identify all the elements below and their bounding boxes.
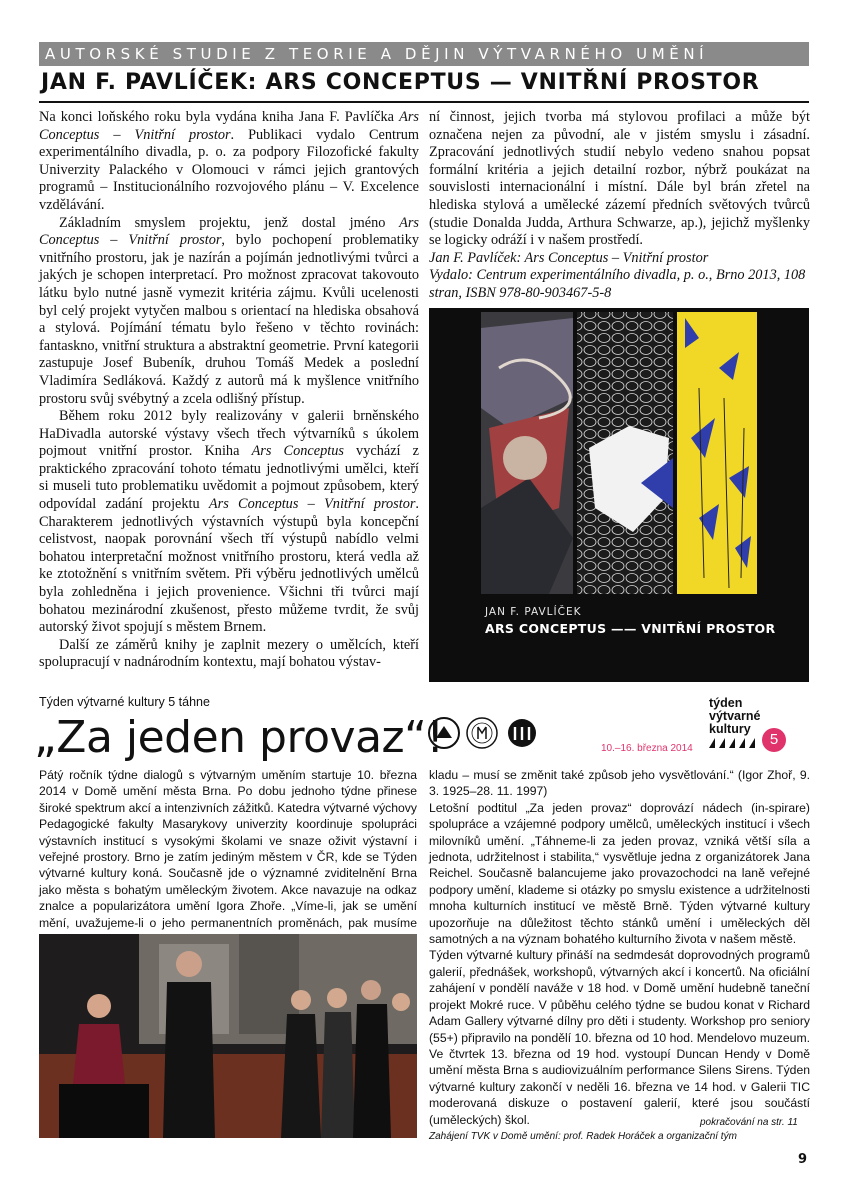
university-seal-icon <box>467 718 497 748</box>
article2-column-2 <box>429 767 810 1127</box>
paragraph: Letošní podtitul „Za jeden provaz“ doprovází nádech (in-spirare) spolupráce a vzájemné podpory umělců, uměleckých institucí i všech milovníků umění. „Táhneme-li za jeden provaz, vzniká větší síla a jednota, udržitelnost i stabilita,“ vysvětluje jedna z organizátorek Jana Reichel. Současně balancujeme jako provazochodci na laně veřejné podpory umění, klademe si otázky po smyslu existence a udržitelnosti mnoha kulturních institucí ve městě Brně. Týden výtvarné kultury upozorňuje na důležitost těchto stánků umění i uměleckých děl samotných a na význam bohatého kulturního života v našem městě. <box>429 800 810 947</box>
paragraph: Další ze záměrů knihy je zaplnit mezery o umělcích, kteří spolupracují v nadnárodním kontextu, mají bohatou výstav- <box>39 636 419 671</box>
event-photo <box>39 934 417 1138</box>
cover-author: JAN F. PAVLÍČEK <box>485 606 582 618</box>
photo-caption: Zahájení TVK v Domě umění: prof. Radek Horáček a organizační tým <box>429 1131 737 1142</box>
paragraph: Základním smyslem projektu, jenž dostal jméno Ars Conceptus – Vnitřní prostor, bylo pochopení problematiky vnitřního prostoru, jak je nazírán a pojímán jednotlivými tvůrci a jakých je schopen interpretací. Pro možnost zpracovat takovouto látku bylo nutné jasně vymezit kritéria zájmu. Kvůli ucelenosti byl celý projekt vytyčen malbou s orientací na hlediska obsahová a stylová. Pojímání tématu bylo řešeno v těchto rovinách: fantaskno, vnitřní struktura a abstraktní geometrie. První kategorii zastupuje Josef Bubeník, druhou Tomáš Medek a poslední Vladimíra Sedláková. Každý z autorů má k myšlence vnitřního prostoru svůj svébytný a zcela odlišný přístup. <box>39 214 419 407</box>
page-number: 9 <box>798 1152 808 1167</box>
cover-title: ARS CONCEPTUS —— VNITŘNÍ PROSTOR <box>485 621 776 636</box>
continued-note: pokračování na str. 11 <box>700 1117 798 1128</box>
event-dates: 10.–16. března 2014 <box>601 743 693 754</box>
article-column-1 <box>39 109 419 679</box>
book-cover-image <box>429 308 809 682</box>
article-column-2 <box>429 109 810 305</box>
tvk-arrows-icon <box>709 736 761 755</box>
paragraph: Týden výtvarné kultury přináší na sedmdesát doprovodných programů galerií, přednášek, workshopů, výtvarných akcí i koncertů. Na oficiální zahájení v pondělí naváže v 18 hod. v Domě umění hudebně taneční projekt Mokré ruce. V půběhu celého týdne se budou konat v Richard Adam Gallery výtvarné dílny pro děti i studenty. Workshop pro seniory (55+) připravilo na pondělí 10. března od 10 hod. Mendelovo muzeum. Ve čtvrtek 13. března od 19 hod. vystoupí Duncan Hendy v Domě umění města Brna s audiovizuálním performance Silens Sirens. Týden výtvarné kultury zakončí v neděli 16. března ve 14 hod. v Galerii TIC moderovaná diskuze o postavení galerií, které jsou součástí (uměleckých) škol. <box>429 948 810 1127</box>
article2-headline: „Za jeden provaz“! <box>34 712 444 763</box>
museum-logo-icon <box>429 718 459 748</box>
tvk-logo: týden výtvarné kultury 5 <box>709 697 760 736</box>
section-header-bar: AUTORSKÉ STUDIE Z TEORIE A DĚJIN VÝTVARNÉHO UMĚNÍ <box>39 42 809 66</box>
article-title: JAN F. PAVLÍČEK: ARS CONCEPTUS — VNITŘNÍ PROSTOR <box>41 70 760 95</box>
article2-column-1: Pátý ročník týdne dialogů s výtvarným uměním startuje 10. března 2014 v Domě umění města Brna. Po dobu jednoho týdne přinese široké spektrum akcí a intenzivních zážitků. Katedra výtvarné výchovy Pedagogické fakulty Masarykovy univerzity koordinuje spolupráci výstavních institucí s vysokými školami ve snaze oživit výstavní i veřejné prostory. Brno je zatím jediným městem v ČR, kde se Týden výtvarné kultury koná. Současně jde o významné zviditelnění Brna jako města s bohatým uměleckým životem. Akce navazuje na odkaz znalce a popularizátora umění Igora Zhoře. „Víme-li, jak se umění mění, uvažujeme-li o jeho permanentních proměnách, pak musíme <box>39 768 417 930</box>
section-kicker: Týden výtvarné kultury 5 táhne <box>39 695 210 709</box>
book-credit-title: Jan F. Pavlíček: Ars Conceptus – Vnitřní prostor <box>429 249 709 266</box>
paragraph: Během roku 2012 byly realizovány v galerii brněnského HaDivadla autorské výstavy všech třech výtvarníků s úkolem pojmout vnitřní prostor. Kniha Ars Conceptus vychází z praktického zpracování tohoto tématu jednotlivými umělci, kteří si museli tuto problematiku uvědomit a pojmout způsobem, který odpovídal zadání projektu Ars Conceptus – Vnitřní prostor. Charakterem jednotlivých výstavních výstupů byla koncepční celistvost, naopak porovnání všech tří výstupů nabídlo velmi bohatou interpretační možnost vnitřního prostoru, která vedla až ke ztotožnění s vnitřním světem. Při výběru jednotlivých umělců byla zohledněna i jejich provenience. Všichni tři tvůrci mají bohatou mezinárodní zkušenost, přesto můžeme tvrdit, že svůj autorský život spojují s městem Brnem. <box>39 408 419 636</box>
partner-logos <box>428 716 578 755</box>
book-credit-publisher: Vydalo: Centrum experimentálního divadla, p. o., Brno 2013, 108 stran, ISBN 978-80-903467-5-8 <box>429 267 806 301</box>
institution-logo-icon <box>508 719 536 747</box>
tvk-number-badge: 5 <box>762 728 786 752</box>
paragraph: kladu – musí se změnit také způsob jeho vysvětlování.“ (Igor Zhoř, 9. 3. 1925–28. 11. 1997) <box>429 768 810 799</box>
paragraph: Na konci loňského roku byla vydána kniha Jana F. Pavlíčka Ars Conceptus – Vnitřní prostor. Publikaci vydalo Centrum experimentálního divadla, p. o. za podpory Filozofické fakulty Univerzity Palackého v Olomouci v rámci jejich grantových programů – Institucionálního rozvojového plánu – V. Excelence vzdělávání. <box>39 109 419 213</box>
paragraph: ní činnost, jejich tvorba má stylovou profilaci a může být označena nejen za původní, ale v jistém smyslu i zásadní. Zpracování jednotlivých studií nebylo vedeno snahou popsat formální kritéria a jejich detailní rozbor, nýbrž poukázat na souvislosti internacionální i místní. Dále byl brán zřetel na hlediska stylová a umělecké zázemí předních světových tvůrců (studie Donalda Judda, Arthura Schwarze, ap.), jejichž myšlenky se logicky odráží i v našem prostředí. <box>429 109 810 249</box>
title-rule <box>39 101 809 103</box>
